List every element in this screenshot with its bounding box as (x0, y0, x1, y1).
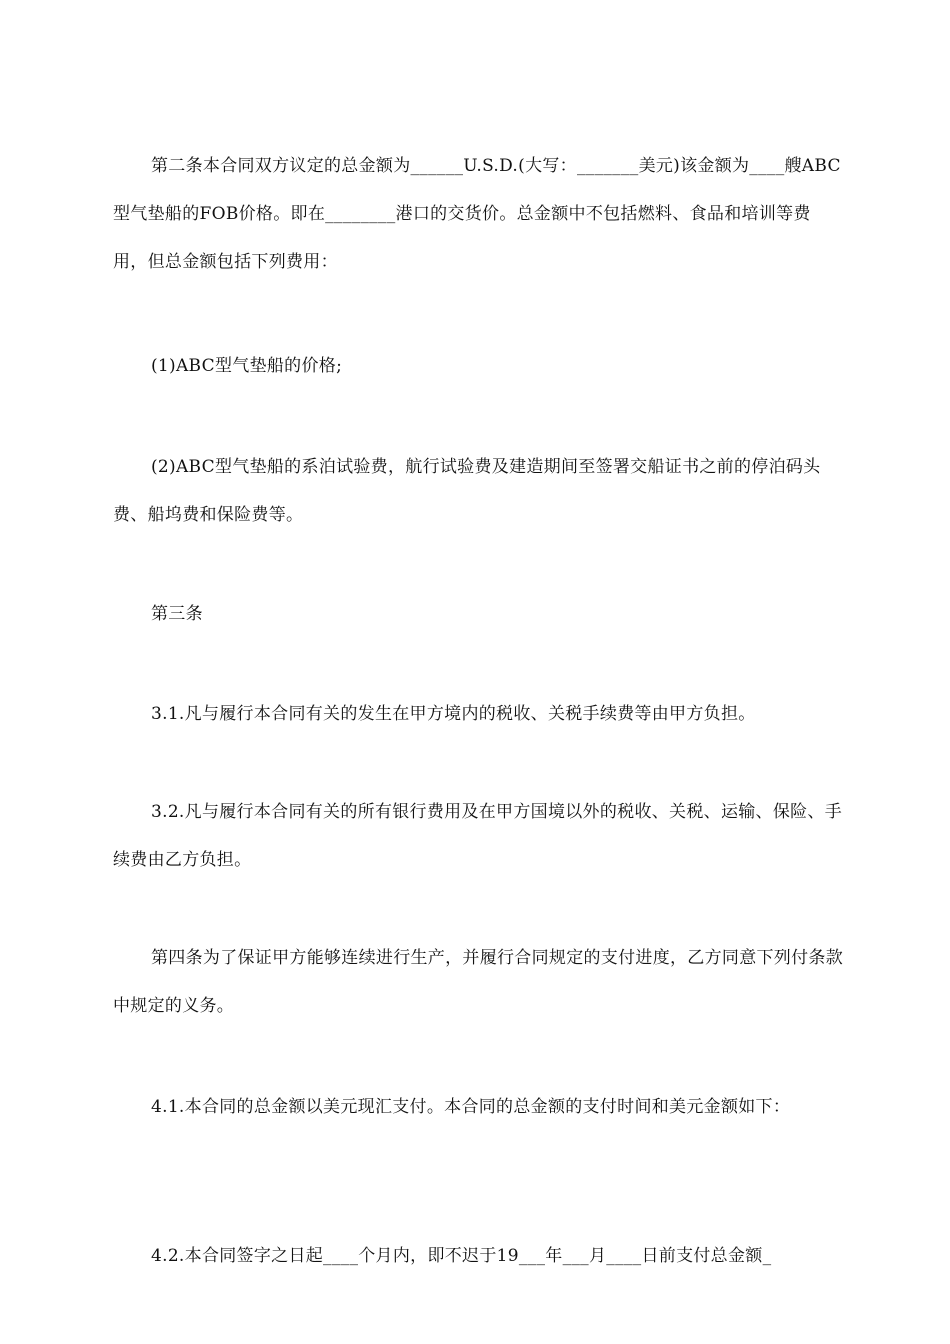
paragraph-article-2: 第二条本合同双方议定的总金额为______U.S.D.(大写：_______美元)该金额为____艘ABC型气垫船的FOB价格。即在________港口的交货价。总金额中不包括燃料、食品和培训等费用，但总金额包括下列费用： (113, 156, 841, 272)
paragraph-item-2: (2)ABC型气垫船的系泊试验费，航行试验费及建造期间至签署交船证书之前的停泊码头费、船坞费和保险费等。 (113, 457, 821, 525)
paragraph-article-3-heading: 第三条 (151, 604, 203, 624)
paragraph-clause-3-1: 3.1.凡与履行本合同有关的发生在甲方境内的税收、关税手续费等由甲方负担。 (151, 704, 756, 724)
paragraph-article-4: 第四条为了保证甲方能够连续进行生产，并履行合同规定的支付进度，乙方同意下列付条款中规定的义务。 (113, 948, 843, 1016)
paragraph-clause-4-1: 4.1.本合同的总金额以美元现汇支付。本合同的总金额的支付时间和美元金额如下： (151, 1097, 791, 1117)
paragraph-clause-3-2: 3.2.凡与履行本合同有关的所有银行费用及在甲方国境以外的税收、关税、运输、保险、手续费由乙方负担。 (113, 802, 843, 870)
paragraph-clause-4-2: 4.2.本合同签字之日起____个月内，即不迟于19___年___月____日前支付总金额_ (151, 1246, 772, 1266)
paragraph-item-1: (1)ABC型气垫船的价格; (151, 356, 343, 376)
